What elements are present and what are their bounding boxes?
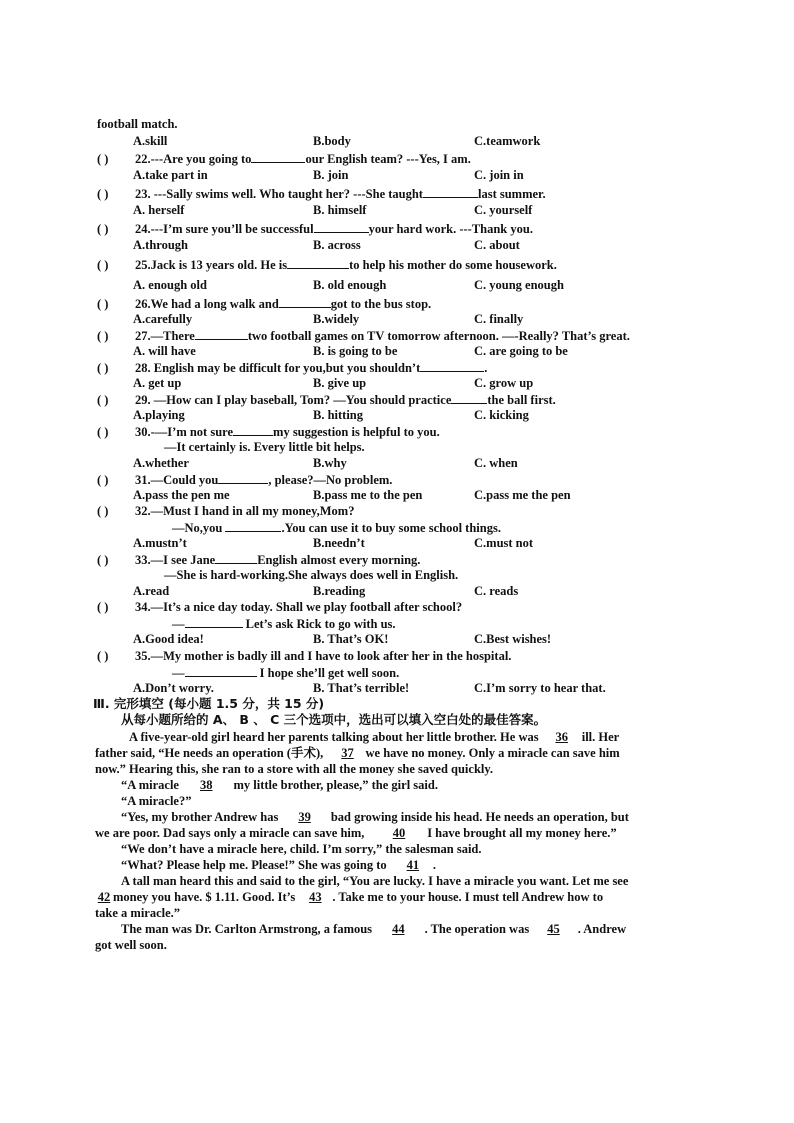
question-stem-end: English almost every morning. bbox=[257, 553, 421, 567]
section-instruction: 从每小题所给的 A、 B 、 C 三个选项中，选出可以填入空白处的最佳答案。 bbox=[121, 712, 547, 727]
passage-line bbox=[121, 810, 629, 824]
question-stem-end: last summer. bbox=[477, 187, 546, 201]
answer-blank[interactable] bbox=[251, 151, 305, 163]
option-b[interactable]: B. give up bbox=[313, 376, 367, 390]
answer-paren[interactable]: ( ) bbox=[97, 187, 109, 201]
passage-line bbox=[95, 906, 180, 920]
option-c[interactable]: C.pass me the pen bbox=[474, 488, 571, 502]
passage-text: I have brought all my money here.” bbox=[427, 826, 617, 840]
option-a[interactable]: A.playing bbox=[133, 408, 185, 422]
answer-paren[interactable]: ( ) bbox=[97, 258, 109, 272]
passage-line bbox=[95, 890, 603, 904]
passage-line bbox=[121, 858, 436, 872]
option-c[interactable]: C.I’m sorry to hear that. bbox=[474, 681, 606, 695]
passage-line bbox=[95, 826, 617, 840]
option-c[interactable]: C.Best wishes! bbox=[474, 632, 552, 646]
answer-blank[interactable] bbox=[233, 424, 273, 436]
option-c[interactable]: C. young enough bbox=[474, 278, 564, 292]
cloze-blank-43[interactable]: 43 bbox=[309, 890, 322, 904]
option-b[interactable]: B. join bbox=[313, 168, 349, 182]
answer-paren[interactable]: ( ) bbox=[97, 152, 109, 166]
answer-paren[interactable]: ( ) bbox=[97, 553, 109, 567]
option-b[interactable]: B. himself bbox=[313, 203, 367, 217]
passage-text: A five-year-old girl heard her parents talking about her little brother. He was bbox=[129, 730, 539, 744]
option-a[interactable]: A.read bbox=[133, 584, 170, 598]
passage-text: A tall man heard this and said to the girl, “You are lucky. I have a miracle you want. Let me see bbox=[121, 874, 629, 888]
option-a[interactable]: A. get up bbox=[133, 376, 182, 390]
option-a[interactable]: A.take part in bbox=[133, 168, 208, 182]
question-stem: 30.-—I’m not sure bbox=[135, 425, 234, 439]
cloze-blank-39[interactable]: 39 bbox=[298, 810, 311, 824]
option-a[interactable]: A. herself bbox=[133, 203, 185, 217]
option-b[interactable]: B.reading bbox=[313, 584, 366, 598]
passage-text: got well soon. bbox=[95, 938, 167, 952]
option-b[interactable]: B. That’s terrible! bbox=[313, 681, 410, 695]
question-fragment: football match. bbox=[97, 117, 178, 131]
question-stem: 28. English may be difficult for you,but you shouldn’t bbox=[135, 361, 421, 375]
option-a[interactable]: A.Don’t worry. bbox=[133, 681, 214, 695]
question-34 bbox=[97, 600, 462, 614]
passage-text: . Take me to your house. I must tell Andrew how to bbox=[332, 890, 604, 904]
passage-text: money you have. $ 1.11. Good. It’s bbox=[113, 890, 296, 904]
question-stem-end: got to the bus stop. bbox=[330, 297, 432, 311]
option-c[interactable]: C. when bbox=[474, 456, 518, 470]
dialog-start: —No,you bbox=[172, 521, 223, 535]
question-stem: 32.—Must I hand in all my money,Mom? bbox=[135, 504, 355, 518]
question-stem: 29. —How can I play baseball, Tom? —You should practice bbox=[135, 393, 452, 407]
option-c[interactable]: C. are going to be bbox=[474, 344, 568, 358]
passage-line: “A miracle?” bbox=[121, 794, 192, 808]
answer-blank[interactable] bbox=[185, 616, 243, 628]
question-stem: 23. ---Sally swims well. Who taught her? ---She taught bbox=[135, 187, 423, 201]
passage-text: we have no money. Only a miracle can save him bbox=[365, 746, 620, 760]
section-title-text: Ⅲ. 完形填空 (每小题 1.5 分，共 15 分) bbox=[93, 696, 325, 711]
dialog-end: Let’s ask Rick to go with us. bbox=[245, 617, 396, 631]
answer-blank[interactable] bbox=[287, 257, 349, 269]
question-stem-end: my suggestion is helpful to you. bbox=[273, 425, 440, 439]
passage-text: . The operation was bbox=[424, 922, 530, 936]
question-stem: 24.---I’m sure you’ll be successful bbox=[135, 222, 314, 236]
answer-blank[interactable] bbox=[423, 186, 478, 198]
question-25 bbox=[97, 257, 557, 272]
option-b[interactable]: B.widely bbox=[313, 312, 360, 326]
option-c[interactable]: C. yourself bbox=[474, 203, 533, 217]
passage-text: “What? Please help me. Please!” She was going to bbox=[121, 858, 387, 872]
passage-line bbox=[121, 922, 626, 936]
question-stem-end: the ball first. bbox=[487, 393, 556, 407]
question-stem-end: our English team? ---Yes, I am. bbox=[305, 152, 471, 166]
question-stem-end: your hard work. ---Thank you. bbox=[368, 222, 533, 236]
option-c[interactable]: C.must not bbox=[474, 536, 534, 550]
question-stem: 25.Jack is 13 years old. He is bbox=[135, 258, 288, 272]
passage-line bbox=[129, 730, 619, 744]
passage-text: my little brother, please,” the girl said. bbox=[233, 778, 438, 792]
option-a[interactable]: A.Good idea! bbox=[133, 632, 204, 646]
question-stem: 34.—It’s a nice day today. Shall we play football after school? bbox=[135, 600, 463, 614]
cloze-blank-40[interactable]: 40 bbox=[392, 826, 406, 840]
answer-blank[interactable] bbox=[451, 392, 487, 404]
dialog-line bbox=[172, 520, 501, 535]
question-stem: 22.---Are you going to bbox=[135, 152, 252, 166]
question-30 bbox=[97, 424, 440, 439]
answer-blank[interactable] bbox=[279, 296, 331, 308]
option-c[interactable]: C. finally bbox=[474, 312, 524, 326]
question-23 bbox=[97, 186, 546, 201]
answer-paren[interactable]: ( ) bbox=[97, 393, 109, 407]
passage-text: . Andrew bbox=[577, 922, 627, 936]
passage-line bbox=[95, 746, 620, 760]
question-stem-end: to help his mother do some housework. bbox=[349, 258, 557, 272]
passage-text: The man was Dr. Carlton Armstrong, a famous bbox=[121, 922, 373, 936]
option-a[interactable]: A. enough old bbox=[133, 278, 207, 292]
answer-paren[interactable]: ( ) bbox=[97, 222, 109, 236]
dialog-end: .You can use it to buy some school things. bbox=[281, 521, 501, 535]
question-28 bbox=[97, 360, 487, 375]
question-33 bbox=[97, 552, 420, 567]
option-b[interactable]: B.pass me to the pen bbox=[313, 488, 423, 502]
question-stem: 26.We had a long walk and bbox=[135, 297, 279, 311]
option-a[interactable]: A.whether bbox=[133, 456, 189, 470]
answer-blank[interactable] bbox=[218, 472, 268, 484]
dialog-end: I hope she’ll get well soon. bbox=[259, 666, 400, 680]
cloze-blank-42[interactable]: 42 bbox=[97, 890, 111, 904]
passage-text: ill. Her bbox=[581, 730, 620, 744]
option-c[interactable]: C. kicking bbox=[474, 408, 529, 422]
answer-paren[interactable]: ( ) bbox=[97, 649, 109, 663]
dialog-line: —It certainly is. Every little bit helps. bbox=[164, 440, 365, 454]
passage-text: . bbox=[432, 858, 436, 872]
passage-line bbox=[95, 938, 167, 952]
answer-paren[interactable]: ( ) bbox=[97, 297, 109, 311]
question-26 bbox=[97, 296, 431, 311]
passage-text: “A miracle bbox=[121, 778, 179, 792]
question-29 bbox=[97, 392, 556, 407]
cloze-blank-36[interactable]: 36 bbox=[555, 730, 568, 744]
answer-blank[interactable] bbox=[195, 328, 248, 340]
option-a[interactable]: A.carefully bbox=[133, 312, 193, 326]
question-35 bbox=[97, 649, 511, 663]
answer-blank[interactable] bbox=[185, 665, 257, 677]
passage-line bbox=[95, 762, 493, 776]
question-22 bbox=[97, 151, 471, 166]
passage-line bbox=[121, 778, 438, 792]
question-32 bbox=[97, 504, 354, 518]
passage-text: take a miracle.” bbox=[95, 906, 181, 920]
question-stem: 31.—Could you bbox=[135, 473, 219, 487]
option-c[interactable]: C.teamwork bbox=[474, 134, 541, 148]
option-b[interactable]: B.body bbox=[313, 134, 351, 148]
option-c[interactable]: C. reads bbox=[474, 584, 519, 598]
question-stem: 35.—My mother is badly ill and I have to look after her in the hospital. bbox=[135, 649, 512, 663]
passage-text: father said, “He needs an operation (手术), bbox=[95, 746, 324, 760]
question-24 bbox=[97, 221, 533, 236]
passage-text: bad growing inside his head. He needs an operation, but bbox=[330, 810, 629, 824]
answer-blank[interactable] bbox=[215, 552, 257, 564]
passage-text: now.” Hearing this, she ran to a store with all the money she saved quickly. bbox=[95, 762, 494, 776]
option-b[interactable]: B. across bbox=[313, 238, 361, 252]
option-a[interactable]: A.through bbox=[133, 238, 188, 252]
question-stem: 33.—I see Jane bbox=[135, 553, 216, 567]
option-b[interactable]: B. hitting bbox=[313, 408, 364, 422]
cloze-blank-44[interactable]: 44 bbox=[392, 922, 405, 936]
cloze-blank-38[interactable]: 38 bbox=[199, 778, 213, 792]
answer-paren[interactable]: ( ) bbox=[97, 600, 109, 614]
answer-blank[interactable] bbox=[420, 360, 484, 372]
option-a[interactable]: A.skill bbox=[133, 134, 168, 148]
cloze-blank-37[interactable]: 37 bbox=[341, 746, 354, 760]
option-b[interactable]: B.needn’t bbox=[313, 536, 365, 550]
answer-paren[interactable]: ( ) bbox=[97, 329, 109, 343]
answer-paren[interactable]: ( ) bbox=[97, 473, 109, 487]
passage-text: we are poor. Dad says only a miracle can save him, bbox=[95, 826, 365, 840]
passage-text: “Yes, my brother Andrew has bbox=[121, 810, 279, 824]
answer-blank[interactable] bbox=[314, 221, 369, 233]
dialog-line: — Let’s ask Rick to go with us. bbox=[172, 617, 396, 631]
question-stem-end: , please?—No problem. bbox=[268, 473, 393, 487]
passage-line: “We don’t have a miracle here, child. I’m sorry,” the salesman said. bbox=[121, 842, 482, 856]
cloze-blank-45[interactable]: 45 bbox=[547, 922, 560, 936]
answer-paren[interactable]: ( ) bbox=[97, 361, 109, 375]
question-27 bbox=[97, 328, 630, 343]
cloze-blank-41[interactable]: 41 bbox=[406, 858, 420, 872]
option-c[interactable]: C. grow up bbox=[474, 376, 534, 390]
answer-paren[interactable]: ( ) bbox=[97, 504, 109, 518]
question-31 bbox=[97, 472, 392, 487]
answer-paren[interactable]: ( ) bbox=[97, 425, 109, 439]
option-b[interactable]: B. old enough bbox=[313, 278, 387, 292]
option-c[interactable]: C. about bbox=[474, 238, 520, 252]
section-title bbox=[93, 697, 324, 711]
passage-line bbox=[121, 874, 628, 888]
option-c[interactable]: C. join in bbox=[474, 168, 524, 182]
option-b[interactable]: B. That’s OK! bbox=[313, 632, 389, 646]
question-stem: 27.—There bbox=[135, 329, 195, 343]
option-a[interactable]: A.pass the pen me bbox=[133, 488, 230, 502]
option-a[interactable]: A. will have bbox=[133, 344, 196, 358]
question-stem-end: . bbox=[484, 361, 488, 375]
dialog-line: — I hope she’ll get well soon. bbox=[172, 666, 400, 680]
question-stem-end: two football games on TV tomorrow afternoon. —-Really? That’s great. bbox=[247, 329, 630, 343]
option-a[interactable]: A.mustn’t bbox=[133, 536, 187, 550]
answer-blank[interactable] bbox=[225, 520, 281, 532]
dialog-line: —She is hard-working.She always does well in English. bbox=[164, 568, 459, 582]
option-b[interactable]: B. is going to be bbox=[313, 344, 398, 358]
option-b[interactable]: B.why bbox=[313, 456, 347, 470]
